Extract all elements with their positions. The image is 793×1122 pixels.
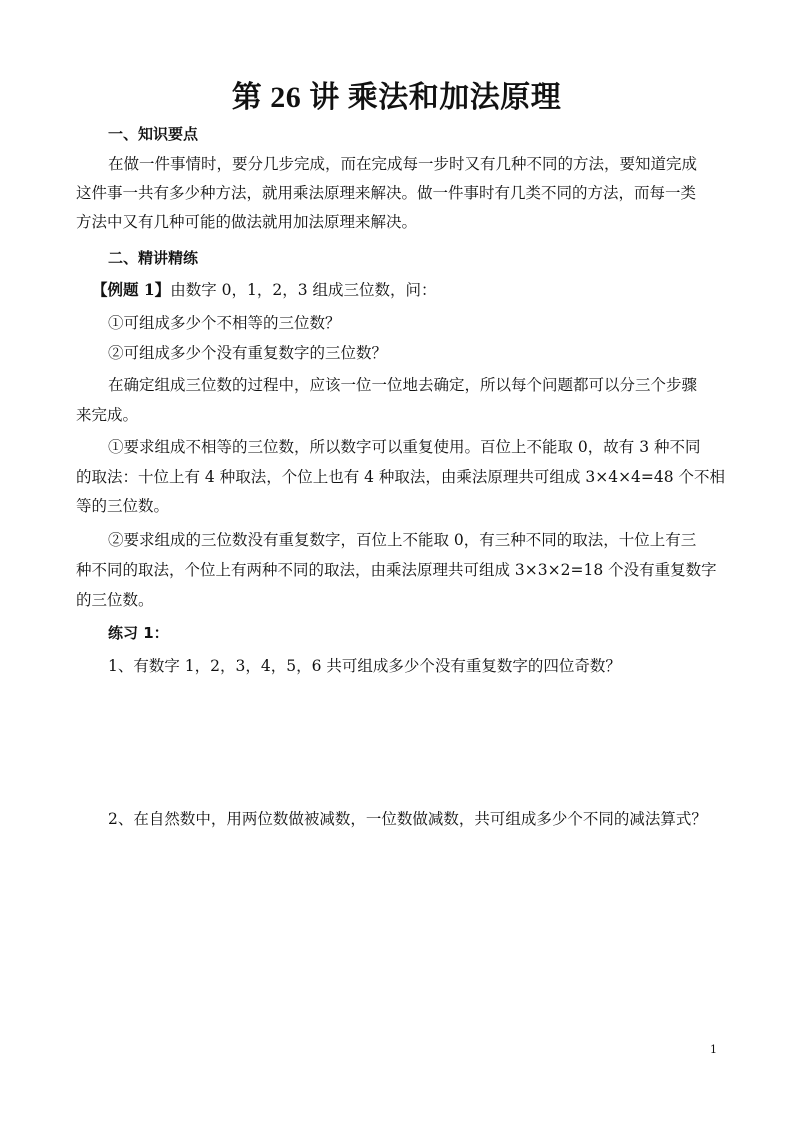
section-heading-practice: 二、精讲精练: [108, 249, 199, 267]
example-prompt: 由数字 0，1，2，3 组成三位数，问：: [170, 281, 437, 299]
practice-item-1: 1、有数字 1，2，3，4，5，6 共可组成多少个没有重复数字的四位奇数？: [108, 657, 621, 675]
paragraph-line: 在做一件事情时，要分几步完成，而在完成每一步时又有几种不同的方法，要知道完成: [108, 155, 698, 173]
practice-item-2: 2、在自然数中，用两位数做被减数，一位数做减数，共可组成多少个不同的减法算式？: [108, 810, 707, 828]
practice-heading: 练习 1：: [108, 624, 169, 642]
question-1: ①可组成多少个不相等的三位数？: [108, 314, 341, 332]
solution-2-line: ②要求组成的三位数没有重复数字，百位上不能取 0，有三种不同的取法，十位上有三: [108, 531, 697, 549]
example-label: 【例题 1】: [92, 280, 171, 299]
solution-1-line: 等的三位数。: [76, 497, 170, 515]
question-2: ②可组成多少个没有重复数字的三位数？: [108, 344, 388, 362]
page-title: 第 26 讲 乘法和加法原理: [231, 81, 562, 114]
paragraph-line: 这件事一共有多少种方法，就用乘法原理来解决。做一件事时有几类不同的方法，而每一类: [76, 184, 697, 202]
analysis-line: 在确定组成三位数的过程中，应该一位一位地去确定，所以每个问题都可以分三个步骤: [108, 376, 698, 394]
section-heading-knowledge: 一、知识要点: [108, 125, 199, 143]
analysis-line: 来完成。: [76, 406, 139, 424]
solution-2-line: 的三位数。: [76, 591, 154, 609]
solution-1-line: ①要求组成不相等的三位数，所以数字可以重复使用。百位上不能取 0，故有 3 种不同: [108, 438, 701, 456]
page-number: 1: [710, 1043, 717, 1056]
solution-1-line: 的取法：十位上有 4 种取法，个位上也有 4 种取法，由乘法原理共可组成 3×4×4=48 个不相: [76, 468, 726, 486]
example-1: [92, 280, 734, 300]
solution-2-line: 种不同的取法，个位上有两种不同的取法，由乘法原理共可组成 3×3×2=18 个没有重复数字: [76, 561, 717, 579]
paragraph-line: 方法中又有几种可能的做法就用加法原理来解决。: [76, 213, 418, 231]
